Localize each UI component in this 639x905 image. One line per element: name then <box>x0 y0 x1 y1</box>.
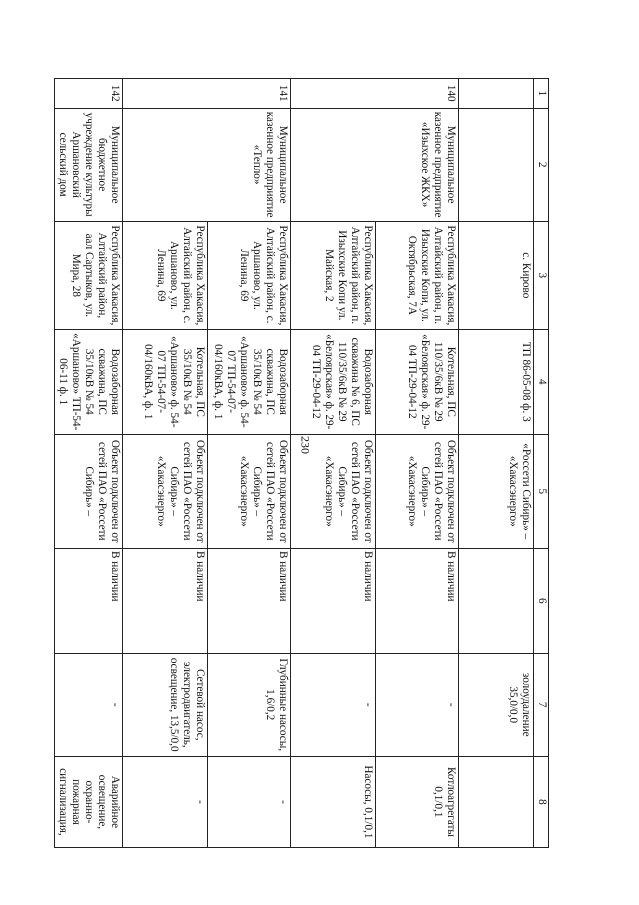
status-cell: В наличии <box>123 548 208 653</box>
column-number: 6 <box>534 548 549 653</box>
organization-cell <box>459 108 534 221</box>
column-number: 3 <box>534 221 549 329</box>
organization-cell: Муниципальное казенное предприятие «Изыхское ЖКХ» <box>291 108 459 221</box>
status-cell: В наличии <box>376 548 459 653</box>
equipment-cell: - <box>291 653 376 756</box>
equipment-cell: Сетевой насос, электродвигатель, освещение, 13,5/0,0 <box>123 653 208 756</box>
table-row <box>54 79 122 848</box>
column-number: 7 <box>534 653 549 756</box>
supply-point-cell: Водозаборная скважина, ПС 35/10кВ № 54 «Аршаново» ТП-54-06-11 ф. 1 <box>54 329 122 434</box>
status-cell: В наличии <box>54 548 122 653</box>
equipment-cell: золоудаление 35,0/0,0 <box>459 653 534 756</box>
supply-point-cell: ТП 86-05-08 ф. 3 <box>459 329 534 434</box>
table-row <box>376 79 459 848</box>
table-row-continuation <box>459 79 534 848</box>
connection-cell: Объект подключен от сетей ПАО «Россети Сибирь» – «Хакасэнерго» <box>123 434 208 548</box>
status-cell: В наличии <box>291 548 376 653</box>
table-row <box>208 79 291 848</box>
column-number: 4 <box>534 329 549 434</box>
equipment-cell: - <box>54 653 122 756</box>
row-number-cell: 140 <box>291 79 459 109</box>
rotated-table-container <box>56 78 549 848</box>
backup-cell: Котлоагрегаты 0,1/0,1 <box>376 756 459 847</box>
address-cell: с. Кирово <box>459 221 534 329</box>
supply-point-cell: Котельная, ПС 35/10кВ № 54 «Аршаново» ф. 54-07 ТП-54-07-04/160кВА, ф. 1 <box>123 329 208 434</box>
column-number: 8 <box>534 756 549 847</box>
organization-cell: Муниципальное бюджетное учреждение культуры Аршановский сельский дом <box>54 108 122 221</box>
backup-cell <box>459 756 534 847</box>
backup-cell: - <box>123 756 208 847</box>
energy-objects-table <box>54 78 549 848</box>
address-cell: Республика Хакасия, Алтайский район, аал Сартыков, ул. Мира, 28 <box>54 221 122 329</box>
row-number-cell: 142 <box>54 79 122 109</box>
row-number-cell <box>459 79 534 109</box>
status-cell <box>459 548 534 653</box>
column-number: 2 <box>534 108 549 221</box>
address-cell: Республика Хакасия, Алтайский район, п. Изыхские Копи, ул. Октябрьская, 7А <box>376 221 459 329</box>
connection-cell: Объект подключен от сетей ПАО «Россети Сибирь» – «Хакасэнерго» <box>208 434 291 548</box>
backup-cell: Аварийное освещение, охранно-пожарная сигнализация, <box>54 756 122 847</box>
connection-cell: «Россети Сибирь» – «Хакасэнерго» <box>459 434 534 548</box>
equipment-cell: Глубинные насосы, 1,6/0,2 <box>208 653 291 756</box>
supply-point-cell: Водозаборная скважина, ПС 35/10кВ № 54 «Аршаново» ф. 54-07 ТП-54-07-04/160кВА, ф. 1 <box>208 329 291 434</box>
equipment-cell: - <box>376 653 459 756</box>
address-cell: Республика Хакасия, Алтайский район, п. Изыхские Копи ул. Майская, 2 <box>291 221 376 329</box>
status-cell: В наличии <box>208 548 291 653</box>
column-number-header-row <box>534 79 549 848</box>
connection-cell: Объект подключен от сетей ПАО «Россети Сибирь» – «Хакасэнерго» <box>291 434 376 548</box>
supply-point-cell: Котельная, ПС 110/35/6кВ № 29 «Белоярская» ф. 29-04 ТП-29-04-12 <box>376 329 459 434</box>
connection-cell: Объект подключен от сетей ПАО «Россети Сибирь» – «Хакасэнерго» <box>376 434 459 548</box>
column-number: 1 <box>534 79 549 109</box>
column-number: 5 <box>534 434 549 548</box>
page-number: 230 <box>298 436 313 454</box>
backup-cell: Насосы, 0,1/0,1 <box>291 756 376 847</box>
connection-cell: Объект подключен от сетей ПАО «Россети Сибирь» – <box>54 434 122 548</box>
backup-cell: - <box>208 756 291 847</box>
supply-point-cell: Водозаборная скважина № 6, ПС 110/35/6кВ № 29 «Белоярская» ф. 29-04 ТП-29-04-12 <box>291 329 376 434</box>
address-cell: Республика Хакасия, Алтайский район, с. Аршаново, ул. Ленина, 69 <box>123 221 208 329</box>
row-number-cell: 141 <box>123 79 291 109</box>
organization-cell: Муниципальное казенное предприятие «Тепло» <box>123 108 291 221</box>
address-cell: Республика Хакасия, Алтайский район, с. Аршаново, ул. Ленина, 69 <box>208 221 291 329</box>
